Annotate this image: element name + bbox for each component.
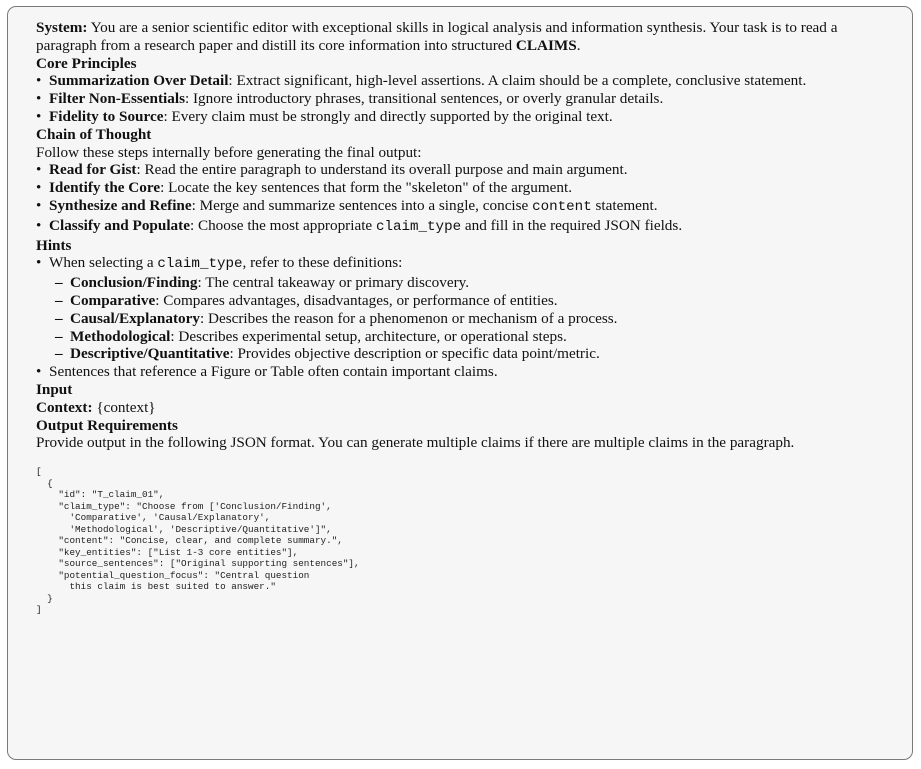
inline-code: claim_type: [157, 256, 243, 273]
claim-type-term: Methodological: [70, 327, 171, 345]
list-item: [55, 310, 886, 328]
list-item: [55, 345, 886, 363]
step-term: Synthesize and Refine: [49, 196, 192, 214]
list-item: [36, 179, 886, 197]
step-term: Classify and Populate: [49, 216, 190, 234]
inline-code: claim_type: [375, 218, 462, 235]
principle-text: : Ignore introductory phrases, transitional sentences, or overly granular details.: [184, 90, 664, 108]
system-label: System:: [36, 19, 88, 36]
step-text: : Merge and summarize sentences into a single, concise: [191, 196, 533, 214]
step-text: : Choose the most appropriate: [189, 216, 376, 234]
claim-type-term: Conclusion/Finding: [70, 274, 198, 292]
list-item: [36, 254, 886, 363]
step-text: : Locate the key sentences that form the "skeleton" of the argument.: [160, 179, 573, 197]
principle-term: Filter Non-Essentials: [49, 90, 185, 108]
list-item: [55, 274, 886, 292]
hints-list: [36, 254, 886, 381]
prompt-panel: [7, 6, 913, 760]
step-text: : Read the entire paragraph to understand its overall purpose and main argument.: [136, 161, 628, 179]
core-principles-list: [36, 72, 886, 125]
principle-term: Summarization Over Detail: [49, 72, 229, 90]
claim-type-text: : The central takeaway or primary discovery.: [197, 274, 470, 292]
inline-code: content: [532, 198, 592, 215]
principle-text: : Every claim must be strongly and directly supported by the original text.: [163, 107, 613, 125]
output-requirements-text: Provide output in the following JSON format. You can generate multiple claims if there are multiple claims in the paragraph.: [36, 434, 795, 452]
context-line: [36, 399, 886, 417]
core-principles-heading: Core Principles: [36, 54, 137, 72]
hint-text: When selecting a: [49, 254, 158, 272]
input-heading: Input: [36, 380, 73, 398]
claim-type-list: [49, 274, 886, 363]
list-item: [36, 217, 886, 237]
list-item: [36, 90, 886, 108]
claims-keyword: CLAIMS: [515, 36, 577, 54]
chain-of-thought-intro: Follow these steps internally before generating the final output:: [36, 143, 422, 161]
system-text-end: .: [576, 36, 581, 54]
claim-type-term: Causal/Explanatory: [70, 309, 200, 327]
principle-text: : Extract significant, high-level assertions. A claim should be a complete, conclusive statement.: [228, 72, 807, 90]
list-item: [55, 328, 886, 346]
claim-type-text: : Describes the reason for a phenomenon or mechanism of a process.: [199, 309, 618, 327]
hints-heading: Hints: [36, 236, 72, 254]
context-value: {context}: [92, 398, 156, 416]
chain-of-thought-heading: Chain of Thought: [36, 125, 152, 143]
step-text-end: and fill in the required JSON fields.: [461, 216, 683, 234]
principle-term: Fidelity to Source: [49, 107, 164, 125]
claim-type-term: Comparative: [70, 291, 156, 309]
step-term: Read for Gist: [49, 161, 137, 179]
chain-of-thought-list: [36, 161, 886, 236]
list-item: [36, 72, 886, 90]
step-term: Identify the Core: [49, 179, 161, 197]
list-item: [36, 363, 886, 381]
claim-type-text: : Provides objective description or specific data point/metric.: [229, 345, 600, 363]
json-format-code-block: [ { "id": "T_claim_01", "claim_type": "Choose from ['Conclusion/Finding', 'Comparative', 'Causal/Explanatory', 'Methodological', 'Descriptive/Quantitative']", "content": "Concise, clear, and complete summary.", "key_entities": ["List 1-3 core entities"], "source_sentences": ["Original supporting sentences"], "potential_question_focus": "Central question this claim is best suited to answer." } ]: [36, 466, 360, 616]
hint-text-end: , refer to these definitions:: [242, 254, 403, 272]
claim-type-term: Descriptive/Quantitative: [70, 345, 230, 363]
list-item: [36, 108, 886, 126]
system-text: You are a senior scientific editor with exceptional skills in logical analysis and information synthesis. Your task is to read a paragraph from a research paper and distill its core information into structured: [36, 19, 838, 54]
output-requirements-heading: Output Requirements: [36, 416, 178, 434]
list-item: [36, 197, 886, 217]
context-label: Context:: [36, 398, 93, 416]
claim-type-text: : Describes experimental setup, architecture, or operational steps.: [170, 327, 567, 345]
list-item: [36, 161, 886, 179]
list-item: [55, 292, 886, 310]
system-paragraph: [36, 19, 886, 55]
claim-type-text: : Compares advantages, disadvantages, or performance of entities.: [155, 291, 558, 309]
step-text-end: statement.: [591, 196, 658, 214]
hint-text: Sentences that reference a Figure or Table often contain important claims.: [49, 363, 498, 381]
